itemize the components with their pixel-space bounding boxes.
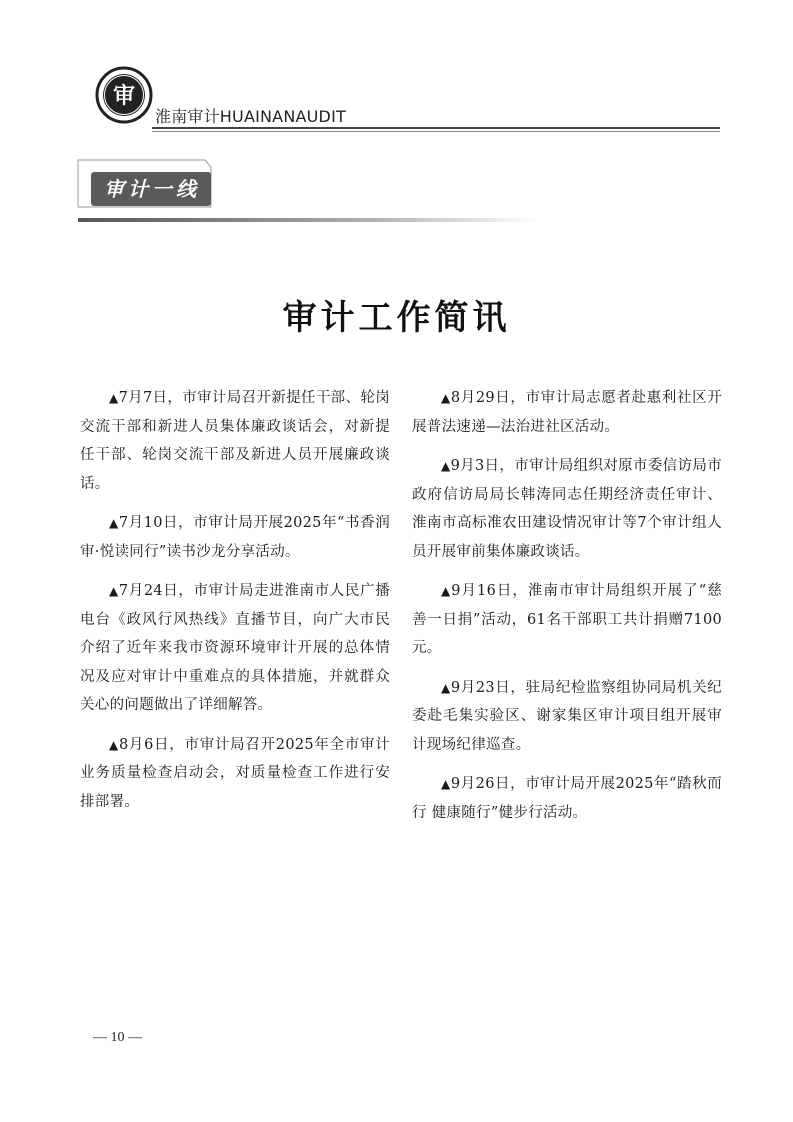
audit-seal-logo-icon: [95, 66, 153, 124]
publication-brand: 淮南审计HUAINANAUDIT: [155, 107, 346, 126]
news-item-text: 8月29日，市审计局志愿者赴惠利社区开展普法速递—法治进社区活动。: [412, 390, 723, 435]
section-label: 审计一线: [104, 177, 200, 201]
news-item-text: 7月24日，市审计局走进淮南市人民广播电台《政风行风热线》直播节目，向广大市民介绍了近年来我市资源环境审计开展的总体情况及应对审计中重难点的具体措施，并就群众关心的问题做出了详细解答。: [80, 583, 391, 713]
section-tag: [75, 157, 545, 227]
news-item: [412, 384, 722, 441]
triangle-bullet-icon: ▲: [441, 777, 451, 791]
logo-character: 审: [112, 84, 136, 109]
triangle-bullet-icon: ▲: [109, 584, 119, 598]
article-title: 审计工作简讯: [282, 298, 511, 338]
news-item-text: 9月16日，淮南市审计局组织开展了“慈善一日捐”活动，61名干部职工共计捐赠7100元。: [412, 583, 722, 656]
triangle-bullet-icon: ▲: [109, 516, 119, 530]
news-item: [412, 577, 722, 663]
news-item-text: 7月10日，市审计局开展2025年“书香润审·悦读同行”读书沙龙分享活动。: [80, 515, 390, 560]
triangle-bullet-icon: ▲: [441, 459, 451, 473]
news-item-text: 9月23日，驻局纪检监察组协同局机关纪委赴毛集实验区、谢家集区审计项目组开展审计现场纪律巡查。: [412, 679, 723, 753]
triangle-bullet-icon: ▲: [441, 391, 451, 405]
news-item: [80, 577, 390, 720]
news-item: [80, 384, 390, 498]
triangle-bullet-icon: ▲: [441, 584, 452, 598]
page-header: [93, 66, 721, 132]
triangle-bullet-icon: ▲: [441, 680, 451, 695]
header-rule-thin: [152, 131, 720, 132]
news-item: [80, 509, 390, 566]
news-item-text: 9月26日，市审计局开展2025年“踏秋而行 健康随行”健步行活动。: [412, 776, 722, 821]
left-column: [80, 384, 390, 827]
news-item-text: 9月3日，市审计局组织对原市委信访局市政府信访局局长韩涛同志任期经济责任审计、淮南市高标准农田建设情况审计等7个审计组人员开展审前集体廉政谈话。: [412, 458, 722, 560]
page-number: — 10 —: [93, 1030, 142, 1045]
news-item: [412, 452, 722, 566]
header-rule: [152, 127, 720, 129]
news-item: [80, 731, 390, 817]
news-item: [412, 770, 722, 827]
news-item-text: 7月7日，市审计局召开新提任干部、轮岗交流干部和新进人员集体廉政谈话会，对新提任干部、轮岗交流干部及新进人员开展廉政谈话。: [80, 390, 390, 492]
news-item: [412, 674, 722, 760]
news-item-text: 8月6日，市审计局召开2025年全市审计业务质量检查启动会，对质量检查工作进行安排部署。: [80, 736, 390, 810]
right-column: [412, 384, 722, 838]
triangle-bullet-icon: ▲: [109, 737, 119, 752]
triangle-bullet-icon: ▲: [109, 391, 119, 405]
